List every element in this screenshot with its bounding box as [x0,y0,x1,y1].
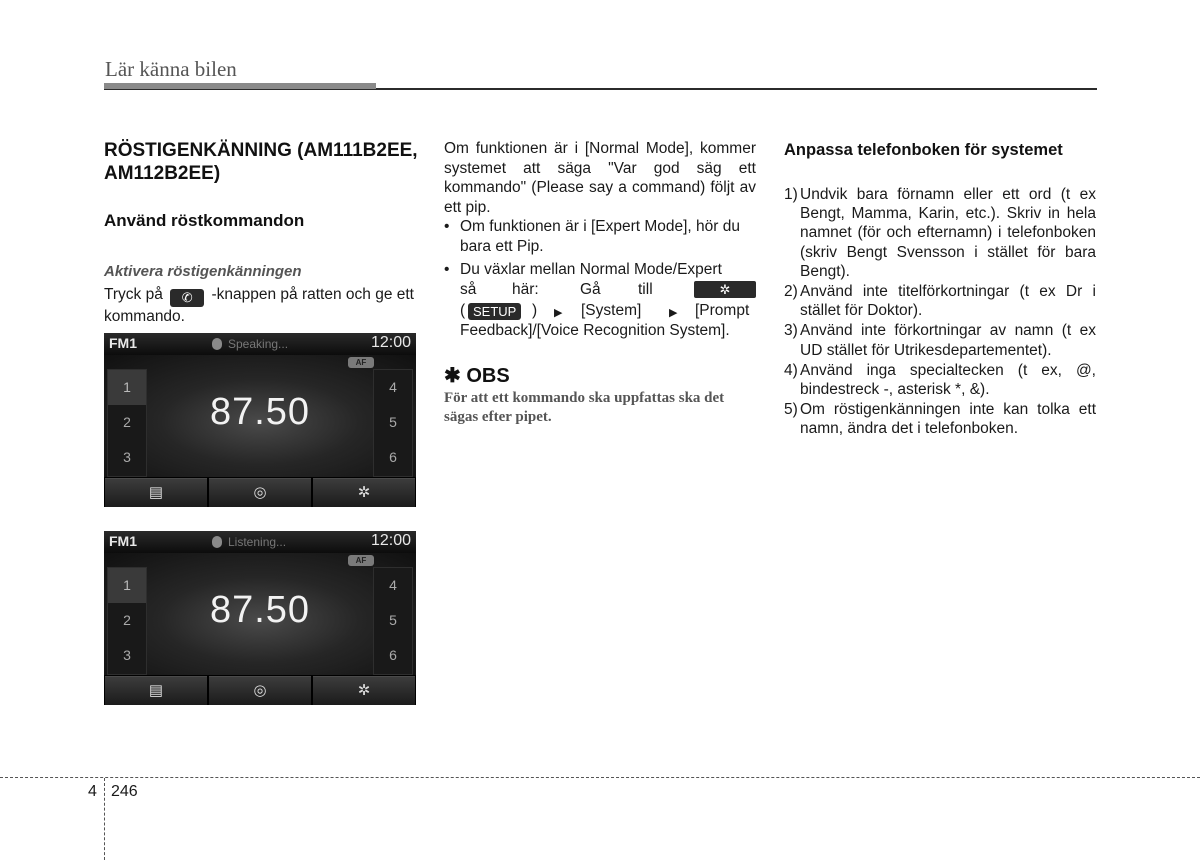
screen-status-bar [104,531,416,553]
gear-icon[interactable]: ✲ [313,676,415,705]
preset-button-3[interactable]: 3 [123,647,131,663]
bullet-marker: • [444,218,450,235]
bullet-text: Om funktionen är i [Expert Mode], hör du bara ett Pip. [460,218,740,255]
clock: 12:00 [370,334,411,351]
list-item [784,400,1096,438]
list-item [784,282,1096,320]
preset-button-4[interactable]: 4 [389,577,397,593]
page-number: 246 [111,783,138,800]
voice-status-text: Listening... [228,535,287,549]
list-number: 5) [784,401,798,419]
list-number: 3) [784,322,798,340]
footer-divider [104,778,105,860]
voice-status-text: Speaking... [228,337,289,351]
list-number: 1) [784,186,798,203]
preset-button-5[interactable]: 5 [389,612,397,628]
list-text: Om röstigenkänningen inte kan tolka ett namn, ändra det i telefonboken. [800,401,1096,438]
radio-info-icon[interactable]: ▤ [105,478,207,507]
preset-button-6[interactable]: 6 [389,647,397,663]
screen-button-bar [104,478,416,507]
screen-status-bar [104,333,416,355]
list-text: Använd inte titelförkortningar (t ex Dr i stället för Doktor). [800,283,1096,320]
list-number: 2) [784,283,798,301]
instruction-text-start: Tryck på [104,286,163,303]
subsection-heading: Använd röstkommandon [104,211,305,230]
voice-status [212,535,286,549]
list-text: Använd inga specialtecken (t ex, @, bindestreck -, asterisk *, &). [800,361,1096,399]
menu-system: [System] [581,302,642,319]
phonebook-tips-list [784,185,1096,440]
preset-button-3[interactable]: 3 [123,449,131,465]
paren-open: ( [460,302,466,319]
preset-button-2[interactable]: 2 [123,612,131,628]
list-text: Använd inte förkortningar av namn (t ex UD stället för Utrikesdepartementet). [800,322,1096,359]
list-text: Undvik bara förnamn eller ett ord (t ex Bengt, Mamma, Karin, etc.). Skriv in hela namnet (för och efternamn) i telefonboken (skriv Bengt Svensson i stället för bara Bengt). [800,186,1096,280]
setup-key: SETUP [468,303,521,320]
voice-call-icon: ✆ [170,289,204,307]
radio-screen-speaking [104,333,416,507]
frequency-display: 87.50 [209,391,311,433]
list-number: 4) [784,361,798,379]
word-har: här: [512,281,539,298]
instruction-paragraph [104,285,420,326]
af-badge: AF [348,357,374,368]
screen-button-bar [104,676,416,705]
voice-status [212,337,288,351]
preset-button-2[interactable]: 2 [123,414,131,430]
arrow-right-icon: ▶ [669,307,678,319]
preset-button-5[interactable]: 5 [389,414,397,430]
note-heading: ✱ OBS [444,365,510,387]
bullet-expert-mode [444,217,756,256]
step-heading: Aktivera röstigenkänningen [104,263,302,280]
preset-button-1[interactable]: 1 [108,568,146,603]
chapter-number: 4 [88,783,97,800]
note-text: För att ett kommando ska uppfattas ska det sägas efter pipet. [444,390,725,425]
radio-info-icon[interactable]: ▤ [105,676,207,705]
band-label: FM1 [109,335,137,351]
phonebook-heading: Anpassa telefonboken för systemet [784,141,1063,159]
menu-prompt: [Prompt [695,302,750,319]
list-item [784,361,1096,399]
microphone-icon [212,536,222,548]
bullet-switch-mode [444,260,756,340]
radio-screen-listening [104,531,416,705]
section-heading: RÖSTIGENKÄNNING (AM111B2EE, AM112B2EE) [104,140,418,184]
running-header: Lär känna bilen [105,57,237,81]
preset-button-6[interactable]: 6 [389,449,397,465]
list-item [784,321,1096,359]
list-item [784,185,1096,281]
instruction-text-end: -knappen på ratten och ge ett kommando. [104,286,414,325]
radio-scan-icon[interactable]: ◎ [209,676,311,705]
word-sa: så [460,281,477,298]
frequency-display: 87.50 [209,589,311,631]
arrow-right-icon: ▶ [554,307,563,319]
radio-scan-icon[interactable]: ◎ [209,478,311,507]
header-rule-accent [104,83,376,89]
word-ga: Gå [580,281,601,298]
gear-icon[interactable]: ✲ [313,478,415,507]
footer-rule [0,777,1200,778]
af-badge: AF [348,555,374,566]
preset-button-1[interactable]: 1 [108,370,146,405]
bullet-line-4: Feedback]/[Voice Recognition System]. [460,322,730,339]
gear-icon: ✲ [694,281,756,298]
bullet-marker: • [444,261,450,278]
clock: 12:00 [370,532,411,549]
mode-paragraph: Om funktionen är i [Normal Mode], kommer systemet att säga "Var god säg ett kommando" (Please say a command) följt av ett pip. [444,140,756,216]
band-label: FM1 [109,533,137,549]
paren-close: ) [532,302,538,319]
bullet-line-1: Du växlar mellan Normal Mode/Expert [460,261,722,278]
speaker-icon [212,338,222,350]
preset-button-4[interactable]: 4 [389,379,397,395]
word-till: till [638,281,653,298]
